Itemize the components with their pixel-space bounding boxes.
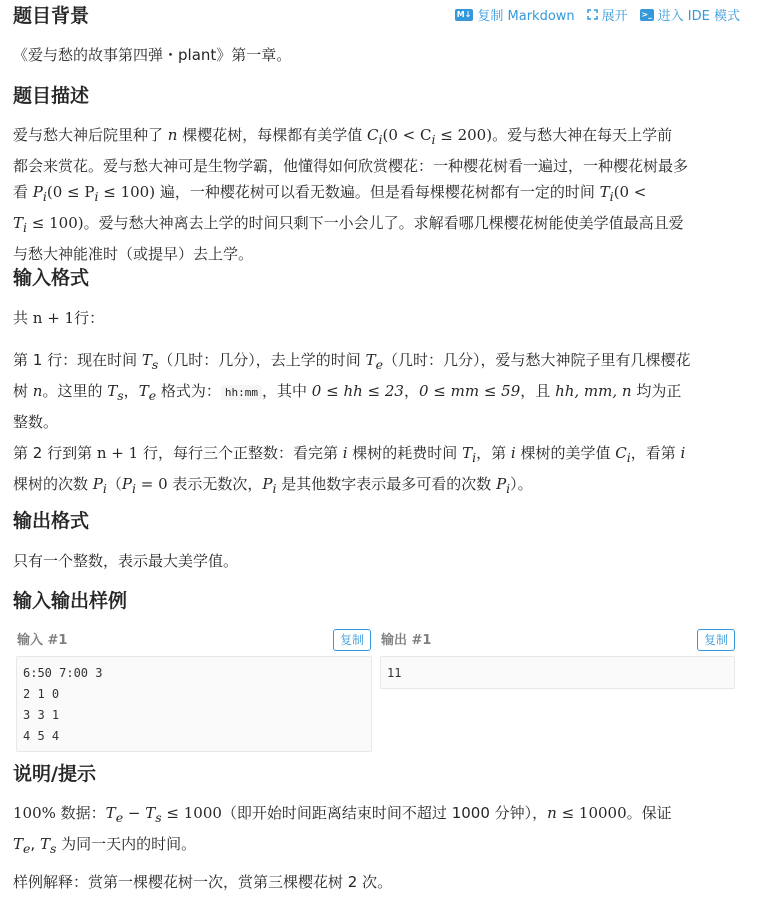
background-text: 《爱与愁的故事第四弹・plant》第一章。 [13, 46, 292, 64]
copy-markdown-label: 复制 Markdown [477, 9, 575, 24]
input-format-p2 [13, 347, 743, 435]
input-format-p3-line-2: 棵树的次数 $P_i(P_i = 0$ 表示无数次，$P_i$ 是其他数字表示最多可看的次数 $P_i$）。 [13, 475, 533, 496]
description-line-5: 与愁大神能准时（或提早）去上学。 [13, 245, 254, 263]
problem-toolbar [455, 5, 740, 24]
time-format-code: hh:mm [221, 385, 262, 400]
input-format-p2-line-3: 整数。 [13, 413, 59, 431]
copy-input-button[interactable]: 复制 [333, 629, 371, 651]
sample-input-label: 输入 #1 [17, 633, 68, 648]
output-format-heading: 输出格式 [13, 510, 90, 532]
output-format-text: 只有一个整数，表示最大美学值。 [13, 552, 239, 570]
description-line-2: 都会来赏花。爱与愁大神可是生物学霸，他懂得如何欣赏樱花：一种樱花树看一遍过，一种樱花树最多 [13, 157, 689, 175]
sample-input-box[interactable] [16, 656, 372, 752]
input-format-p1: 共 n + 1行： [13, 309, 105, 327]
input-format-heading: 输入格式 [13, 267, 90, 289]
sample-output-label: 输出 #1 [381, 633, 432, 648]
description-line-1: 爱与愁大神后院里种了 n 棵樱花树，每棵都有美学值 $C_i(0 < C_i \le 200)$。爱与愁大神在每天上学前 [13, 126, 673, 147]
description-line-4: $T_i \le 100$)。爱与愁大神离去上学的时间只剩下一小会儿了。求解看哪几棵樱花树能使美学值最高且爱 [13, 214, 684, 235]
description-line-3: 看 $P_i(0 \le P_i \le 100)$ 遍，一种樱花树可以看无数遍。但是看每棵樱花树都有一定的时间 $T_i(0$ < [13, 183, 647, 204]
expand-label: 展开 [601, 9, 628, 24]
input-format-p3-line-1: 第 2 行到第 n + 1 行，每行三个正整数：看完第 i 棵树的耗费时间 $T_i$，第 i 棵树的美学值 $C_i$，看第 i [13, 444, 686, 465]
copy-markdown-button[interactable] [455, 5, 575, 24]
expand-icon [587, 9, 598, 20]
expand-button[interactable] [587, 5, 628, 24]
hint-line-1: 100% 数据：$T_e - T_s \le 1000$（即开始时间距离结束时间不超过 1000 分钟），n ≤ 10000。保证 [13, 804, 672, 825]
description-text [13, 122, 743, 267]
hint-line-2: $T_e$, $T_s$ 为同一天内的时间。 [13, 835, 197, 856]
hint-sample-explanation: 样例解释：赏第一棵樱花树一次，赏第三棵樱花树 2 次。 [13, 873, 393, 891]
sample-code-line: 2 1 0 [23, 687, 60, 701]
samples-heading: 输入输出样例 [13, 590, 128, 612]
hint-text [13, 800, 743, 862]
sample-code-line: 3 3 1 [23, 708, 60, 722]
input-format-p2-line-2: 树 n。这里的 $T_s$，$T_e$ 格式为： hh:mm ，其中 0 ≤ hh ≤ 23，0 ≤ mm ≤ 59，且 hh, mm, n 均为正 [13, 382, 682, 403]
sample-code-line: 4 5 4 [23, 729, 60, 743]
sample-code-line: 6:50 7:00 3 [23, 666, 103, 680]
sample-output-box[interactable] [380, 656, 735, 689]
input-format-p3 [13, 440, 743, 502]
hint-heading: 说明/提示 [13, 763, 96, 785]
description-heading: 题目描述 [13, 85, 90, 107]
background-heading: 题目背景 [13, 5, 90, 27]
input-format-p2-line-1: 第 1 行：现在时间 $T_s$（几时：几分），去上学的时间 $T_e$（几时：几分），爱与愁大神院子里有几棵樱花 [13, 351, 691, 372]
ide-mode-button[interactable] [640, 5, 740, 24]
markdown-icon: M↓ [456, 9, 472, 19]
copy-output-button[interactable]: 复制 [697, 629, 735, 651]
sample-code-line: 11 [387, 666, 402, 680]
ide-mode-label: 进入 IDE 模式 [657, 9, 740, 24]
terminal-icon: >_ [641, 9, 653, 19]
